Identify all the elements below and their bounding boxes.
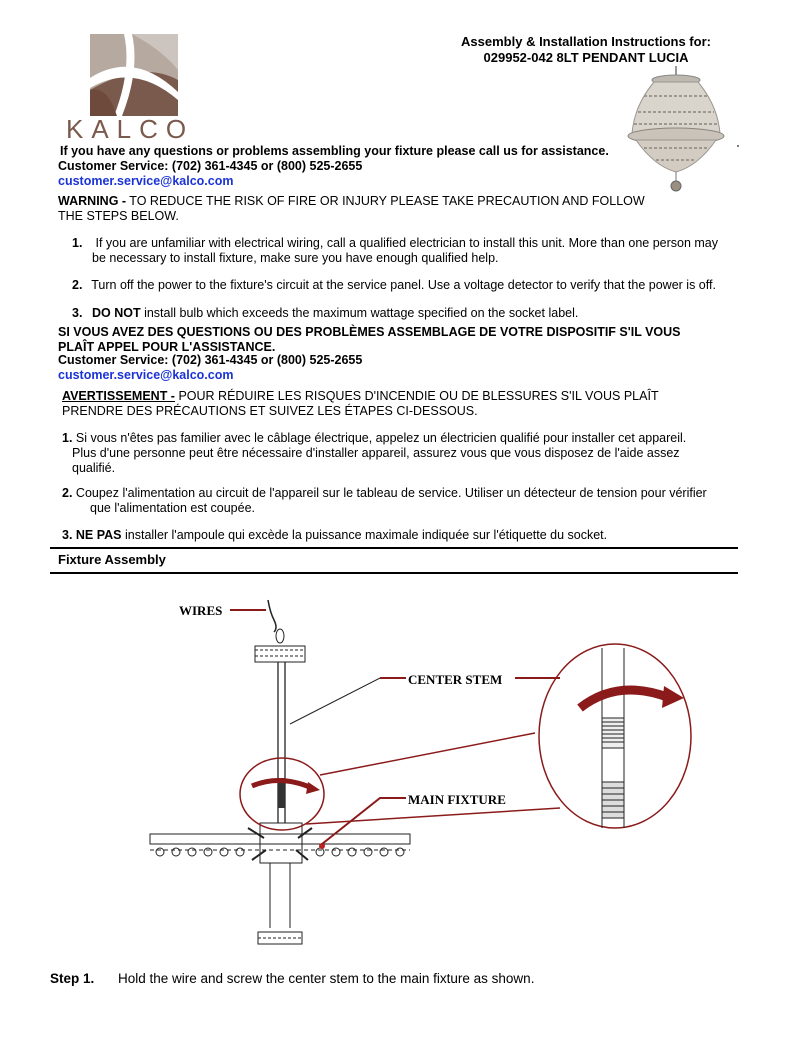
warning-text-2: THE STEPS BELOW. [58,209,179,223]
rotate-arrow-large [580,690,670,708]
french-help-text [58,325,681,355]
french-warning-text-2: PRENDRE DES PRÉCAUTIONS ET SUIVEZ LES ÉTAPES CI-DESSOUS. [62,404,478,418]
list-text-2: Plus d'une personne peut être nécessaire d'installer appareil, assurez vous que vous disposez de l'aide assez [72,446,680,460]
chandelier-photo [614,66,744,196]
title-line-2: 029952-042 8LT PENDANT LUCIA [483,50,689,65]
label-main-fixture: MAIN FIXTURE [408,792,506,807]
list-text: Turn off the power to the fixture's circuit at the service panel. Use a voltage detector to verify that the power is off. [91,278,716,292]
list-text: Coupez l'alimentation au circuit de l'appareil sur le tableau de service. Utiliser un détecteur de tension pour vérifier [72,486,707,500]
french-warning-paragraph [62,389,712,419]
warning-text: TO REDUCE THE RISK OF FIRE OR INJURY PLEASE TAKE PRECAUTION AND FOLLOW [126,194,645,208]
french-list-item [62,431,742,476]
section-divider-bottom [50,572,738,574]
french-customer-service-email[interactable]: customer.service@kalco.com [58,368,234,382]
french-warning-text: POUR RÉDUIRE LES RISQUES D'INCENDIE OU DE BLESSURES S'IL VOUS PLAÎT [174,389,659,403]
list-item [72,236,752,266]
customer-service-line: Customer Service: (702) 361-4345 or (800) 525-2655 [58,159,363,173]
step-row [50,971,534,986]
list-number: 2. [72,278,83,292]
crystal-row [156,848,404,856]
list-item [72,278,752,293]
step-text: Hold the wire and screw the center stem to the main fixture as shown. [118,971,535,986]
help-text: If you have any questions or problems assembling your fixture please call us for assistance. [60,144,609,158]
list-bold: DO NOT [92,306,141,320]
french-warning-label: AVERTISSEMENT - [62,389,175,403]
main-ring [150,834,410,844]
wire-line [268,600,276,632]
assembly-diagram [140,598,700,948]
stem-pointer [290,678,406,724]
crown-top [255,646,305,662]
french-list-item [62,486,742,516]
label-wires: WIRES [179,603,223,618]
brand-wordmark: KALCO [66,114,195,144]
customer-service-email[interactable]: customer.service@kalco.com [58,174,234,188]
french-help-line-2: PLAÎT APPEL POUR L'ASSISTANCE. [58,340,276,354]
document-title [436,34,736,66]
list-text-2: be necessary to install fixture, make sure you have enough qualified help. [92,251,499,265]
section-title: Fixture Assembly [58,552,166,567]
list-text-2: que l'alimentation est coupée. [90,501,255,515]
loop-ring [276,629,284,643]
step-label: Step 1. [50,971,95,986]
section-divider-top [50,547,738,549]
list-number: 3. [72,306,83,320]
list-text: installer l'ampoule qui excède la puissance maximale indiquée sur l'étiquette du socket. [121,528,608,542]
title-line-1: Assembly & Installation Instructions for: [461,34,711,49]
list-number: 3. NE PAS [62,528,122,542]
list-number: 1. [62,431,73,445]
list-text-3: qualifié. [72,461,116,475]
warning-paragraph [58,194,645,224]
french-help-line-1: SI VOUS AVEZ DES QUESTIONS OU DES PROBLÈMES ASSEMBLAGE DE VOTRE DISPOSITIF S'IL VOUS [58,325,681,339]
list-number: 1. [72,236,83,250]
list-number: 2. [62,486,73,500]
list-text: Si vous n'êtes pas familier avec le câblage électrique, appelez un électricien qualifié pour installer cet appareil. [72,431,687,445]
french-list-item [62,528,742,543]
list-text: install bulb which exceeds the maximum wattage specified on the socket label. [140,306,579,320]
warning-label: WARNING - [58,194,127,208]
label-center-stem: CENTER STEM [408,672,503,687]
french-customer-service-line: Customer Service: (702) 361-4345 or (800) 525-2655 [58,353,363,367]
assembly-diagram-svg [140,598,700,948]
list-item [72,306,752,321]
list-text: If you are unfamiliar with electrical wiring, call a qualified electrician to install this unit. More than one person may [95,236,719,250]
